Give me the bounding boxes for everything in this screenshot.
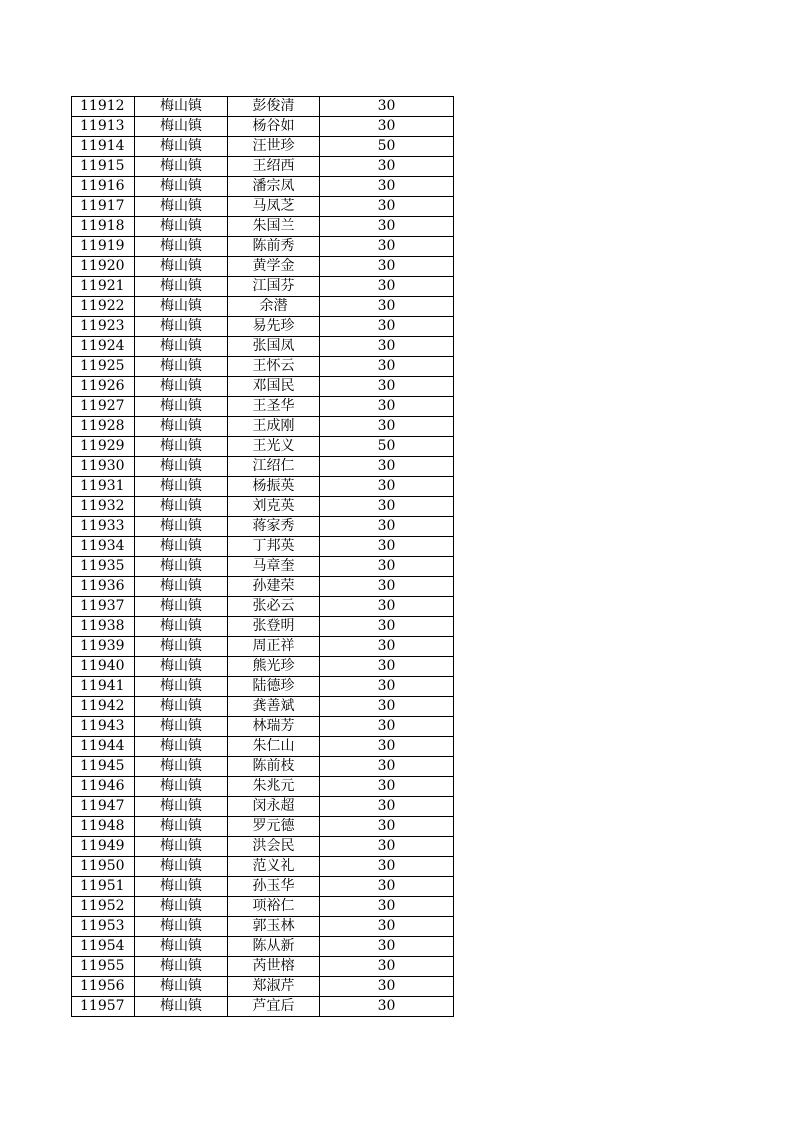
record-id-cell: 11930 <box>72 457 135 477</box>
town-cell: 梅山镇 <box>135 617 228 637</box>
name-cell: 孙玉华 <box>228 877 320 897</box>
amount-cell: 30 <box>320 197 454 217</box>
record-id-cell: 11922 <box>72 297 135 317</box>
name-cell: 马凤芝 <box>228 197 320 217</box>
amount-cell: 30 <box>320 277 454 297</box>
amount-cell: 30 <box>320 417 454 437</box>
town-cell: 梅山镇 <box>135 577 228 597</box>
amount-cell: 30 <box>320 237 454 257</box>
table-row <box>72 837 454 857</box>
amount-cell: 30 <box>320 677 454 697</box>
amount-cell: 30 <box>320 777 454 797</box>
town-cell: 梅山镇 <box>135 437 228 457</box>
town-cell: 梅山镇 <box>135 357 228 377</box>
amount-cell: 30 <box>320 637 454 657</box>
name-cell: 王光义 <box>228 437 320 457</box>
name-cell: 朱仁山 <box>228 737 320 757</box>
table-row <box>72 97 454 117</box>
name-cell: 芦宜后 <box>228 997 320 1017</box>
name-cell: 林瑞芳 <box>228 717 320 737</box>
amount-cell: 30 <box>320 257 454 277</box>
town-cell: 梅山镇 <box>135 417 228 437</box>
table-row <box>72 577 454 597</box>
table-row <box>72 717 454 737</box>
table-row <box>72 437 454 457</box>
amount-cell: 30 <box>320 617 454 637</box>
record-id-cell: 11925 <box>72 357 135 377</box>
name-cell: 江绍仁 <box>228 457 320 477</box>
amount-cell: 30 <box>320 877 454 897</box>
amount-cell: 30 <box>320 577 454 597</box>
record-id-cell: 11939 <box>72 637 135 657</box>
town-cell: 梅山镇 <box>135 157 228 177</box>
town-cell: 梅山镇 <box>135 657 228 677</box>
town-cell: 梅山镇 <box>135 777 228 797</box>
table-row <box>72 277 454 297</box>
town-cell: 梅山镇 <box>135 337 228 357</box>
town-cell: 梅山镇 <box>135 797 228 817</box>
amount-cell: 30 <box>320 337 454 357</box>
table-row <box>72 737 454 757</box>
town-cell: 梅山镇 <box>135 637 228 657</box>
table-row <box>72 937 454 957</box>
town-cell: 梅山镇 <box>135 557 228 577</box>
table-row <box>72 877 454 897</box>
record-id-cell: 11957 <box>72 997 135 1017</box>
town-cell: 梅山镇 <box>135 277 228 297</box>
amount-cell: 30 <box>320 997 454 1017</box>
table-row <box>72 817 454 837</box>
town-cell: 梅山镇 <box>135 997 228 1017</box>
amount-cell: 30 <box>320 517 454 537</box>
amount-cell: 30 <box>320 957 454 977</box>
record-id-cell: 11927 <box>72 397 135 417</box>
record-id-cell: 11956 <box>72 977 135 997</box>
town-cell: 梅山镇 <box>135 817 228 837</box>
table-row <box>72 557 454 577</box>
record-id-cell: 11916 <box>72 177 135 197</box>
amount-cell: 50 <box>320 137 454 157</box>
name-cell: 张必云 <box>228 597 320 617</box>
amount-cell: 30 <box>320 217 454 237</box>
name-cell: 龚善斌 <box>228 697 320 717</box>
name-cell: 杨振英 <box>228 477 320 497</box>
town-cell: 梅山镇 <box>135 97 228 117</box>
town-cell: 梅山镇 <box>135 957 228 977</box>
table-row <box>72 597 454 617</box>
name-cell: 陈从新 <box>228 937 320 957</box>
record-id-cell: 11932 <box>72 497 135 517</box>
record-id-cell: 11917 <box>72 197 135 217</box>
record-id-cell: 11914 <box>72 137 135 157</box>
amount-cell: 30 <box>320 537 454 557</box>
amount-cell: 30 <box>320 797 454 817</box>
table-row <box>72 657 454 677</box>
table-row <box>72 697 454 717</box>
town-cell: 梅山镇 <box>135 757 228 777</box>
name-cell: 汪世珍 <box>228 137 320 157</box>
name-cell: 洪会民 <box>228 837 320 857</box>
record-id-cell: 11929 <box>72 437 135 457</box>
table-row <box>72 457 454 477</box>
name-cell: 王成刚 <box>228 417 320 437</box>
name-cell: 江国芬 <box>228 277 320 297</box>
record-id-cell: 11918 <box>72 217 135 237</box>
table-row <box>72 637 454 657</box>
record-id-cell: 11913 <box>72 117 135 137</box>
name-cell: 项裕仁 <box>228 897 320 917</box>
record-id-cell: 11950 <box>72 857 135 877</box>
record-id-cell: 11946 <box>72 777 135 797</box>
record-id-cell: 11915 <box>72 157 135 177</box>
table-row <box>72 917 454 937</box>
town-cell: 梅山镇 <box>135 517 228 537</box>
record-id-cell: 11945 <box>72 757 135 777</box>
town-cell: 梅山镇 <box>135 917 228 937</box>
name-cell: 闵永超 <box>228 797 320 817</box>
table-row <box>72 797 454 817</box>
record-id-cell: 11951 <box>72 877 135 897</box>
amount-cell: 30 <box>320 817 454 837</box>
record-id-cell: 11938 <box>72 617 135 637</box>
amount-cell: 30 <box>320 917 454 937</box>
name-cell: 张登明 <box>228 617 320 637</box>
table-row <box>72 537 454 557</box>
table-row <box>72 617 454 637</box>
name-cell: 王怀云 <box>228 357 320 377</box>
town-cell: 梅山镇 <box>135 937 228 957</box>
town-cell: 梅山镇 <box>135 717 228 737</box>
table-row <box>72 197 454 217</box>
town-cell: 梅山镇 <box>135 257 228 277</box>
record-id-cell: 11944 <box>72 737 135 757</box>
table-row <box>72 217 454 237</box>
amount-cell: 30 <box>320 317 454 337</box>
name-cell: 孙建荣 <box>228 577 320 597</box>
record-id-cell: 11952 <box>72 897 135 917</box>
table-row <box>72 677 454 697</box>
data-table <box>71 96 454 1017</box>
name-cell: 王绍西 <box>228 157 320 177</box>
amount-cell: 30 <box>320 857 454 877</box>
amount-cell: 30 <box>320 477 454 497</box>
amount-cell: 50 <box>320 437 454 457</box>
town-cell: 梅山镇 <box>135 897 228 917</box>
amount-cell: 30 <box>320 837 454 857</box>
amount-cell: 30 <box>320 397 454 417</box>
record-id-cell: 11936 <box>72 577 135 597</box>
table-row <box>72 117 454 137</box>
name-cell: 郭玉林 <box>228 917 320 937</box>
amount-cell: 30 <box>320 937 454 957</box>
town-cell: 梅山镇 <box>135 857 228 877</box>
town-cell: 梅山镇 <box>135 597 228 617</box>
amount-cell: 30 <box>320 97 454 117</box>
table-row <box>72 897 454 917</box>
town-cell: 梅山镇 <box>135 837 228 857</box>
record-id-cell: 11934 <box>72 537 135 557</box>
town-cell: 梅山镇 <box>135 497 228 517</box>
table-row <box>72 477 454 497</box>
table-row <box>72 497 454 517</box>
table-row <box>72 757 454 777</box>
name-cell: 王圣华 <box>228 397 320 417</box>
record-id-cell: 11943 <box>72 717 135 737</box>
town-cell: 梅山镇 <box>135 457 228 477</box>
table-row <box>72 777 454 797</box>
table-body <box>72 97 454 1017</box>
name-cell: 丁邦英 <box>228 537 320 557</box>
record-id-cell: 11931 <box>72 477 135 497</box>
amount-cell: 30 <box>320 557 454 577</box>
table-row <box>72 297 454 317</box>
amount-cell: 30 <box>320 597 454 617</box>
name-cell: 黄学金 <box>228 257 320 277</box>
town-cell: 梅山镇 <box>135 677 228 697</box>
name-cell: 张国凤 <box>228 337 320 357</box>
town-cell: 梅山镇 <box>135 477 228 497</box>
town-cell: 梅山镇 <box>135 397 228 417</box>
town-cell: 梅山镇 <box>135 977 228 997</box>
table-row <box>72 237 454 257</box>
amount-cell: 30 <box>320 757 454 777</box>
table-row <box>72 257 454 277</box>
table-row <box>72 177 454 197</box>
record-id-cell: 11949 <box>72 837 135 857</box>
town-cell: 梅山镇 <box>135 217 228 237</box>
name-cell: 余潜 <box>228 297 320 317</box>
table-row <box>72 957 454 977</box>
record-id-cell: 11947 <box>72 797 135 817</box>
name-cell: 芮世榕 <box>228 957 320 977</box>
amount-cell: 30 <box>320 697 454 717</box>
town-cell: 梅山镇 <box>135 297 228 317</box>
amount-cell: 30 <box>320 897 454 917</box>
record-id-cell: 11940 <box>72 657 135 677</box>
table-row <box>72 317 454 337</box>
town-cell: 梅山镇 <box>135 877 228 897</box>
name-cell: 邓国民 <box>228 377 320 397</box>
table-row <box>72 137 454 157</box>
name-cell: 蒋家秀 <box>228 517 320 537</box>
amount-cell: 30 <box>320 117 454 137</box>
record-id-cell: 11926 <box>72 377 135 397</box>
town-cell: 梅山镇 <box>135 537 228 557</box>
town-cell: 梅山镇 <box>135 737 228 757</box>
town-cell: 梅山镇 <box>135 697 228 717</box>
name-cell: 罗元德 <box>228 817 320 837</box>
name-cell: 陈前秀 <box>228 237 320 257</box>
table-row <box>72 157 454 177</box>
name-cell: 杨谷如 <box>228 117 320 137</box>
name-cell: 刘克英 <box>228 497 320 517</box>
amount-cell: 30 <box>320 457 454 477</box>
record-id-cell: 11921 <box>72 277 135 297</box>
record-id-cell: 11923 <box>72 317 135 337</box>
town-cell: 梅山镇 <box>135 237 228 257</box>
name-cell: 朱国兰 <box>228 217 320 237</box>
record-id-cell: 11954 <box>72 937 135 957</box>
name-cell: 陈前枝 <box>228 757 320 777</box>
name-cell: 潘宗凤 <box>228 177 320 197</box>
amount-cell: 30 <box>320 297 454 317</box>
record-id-cell: 11912 <box>72 97 135 117</box>
amount-cell: 30 <box>320 737 454 757</box>
table-row <box>72 997 454 1017</box>
name-cell: 易先珍 <box>228 317 320 337</box>
name-cell: 周正祥 <box>228 637 320 657</box>
record-id-cell: 11924 <box>72 337 135 357</box>
amount-cell: 30 <box>320 357 454 377</box>
record-id-cell: 11937 <box>72 597 135 617</box>
amount-cell: 30 <box>320 977 454 997</box>
town-cell: 梅山镇 <box>135 177 228 197</box>
name-cell: 马章奎 <box>228 557 320 577</box>
town-cell: 梅山镇 <box>135 117 228 137</box>
table-row <box>72 377 454 397</box>
record-id-cell: 11919 <box>72 237 135 257</box>
table-row <box>72 857 454 877</box>
name-cell: 陆德珍 <box>228 677 320 697</box>
table-row <box>72 337 454 357</box>
amount-cell: 30 <box>320 377 454 397</box>
name-cell: 郑淑芹 <box>228 977 320 997</box>
record-id-cell: 11941 <box>72 677 135 697</box>
table-row <box>72 517 454 537</box>
amount-cell: 30 <box>320 497 454 517</box>
table-row <box>72 417 454 437</box>
record-id-cell: 11920 <box>72 257 135 277</box>
name-cell: 彭俊清 <box>228 97 320 117</box>
town-cell: 梅山镇 <box>135 137 228 157</box>
town-cell: 梅山镇 <box>135 317 228 337</box>
town-cell: 梅山镇 <box>135 377 228 397</box>
table-row <box>72 977 454 997</box>
record-id-cell: 11928 <box>72 417 135 437</box>
record-id-cell: 11953 <box>72 917 135 937</box>
record-id-cell: 11933 <box>72 517 135 537</box>
record-id-cell: 11935 <box>72 557 135 577</box>
record-id-cell: 11948 <box>72 817 135 837</box>
name-cell: 朱兆元 <box>228 777 320 797</box>
record-id-cell: 11942 <box>72 697 135 717</box>
table-row <box>72 357 454 377</box>
town-cell: 梅山镇 <box>135 197 228 217</box>
amount-cell: 30 <box>320 157 454 177</box>
amount-cell: 30 <box>320 717 454 737</box>
table-row <box>72 397 454 417</box>
name-cell: 范义礼 <box>228 857 320 877</box>
record-id-cell: 11955 <box>72 957 135 977</box>
name-cell: 熊光珍 <box>228 657 320 677</box>
amount-cell: 30 <box>320 177 454 197</box>
amount-cell: 30 <box>320 657 454 677</box>
